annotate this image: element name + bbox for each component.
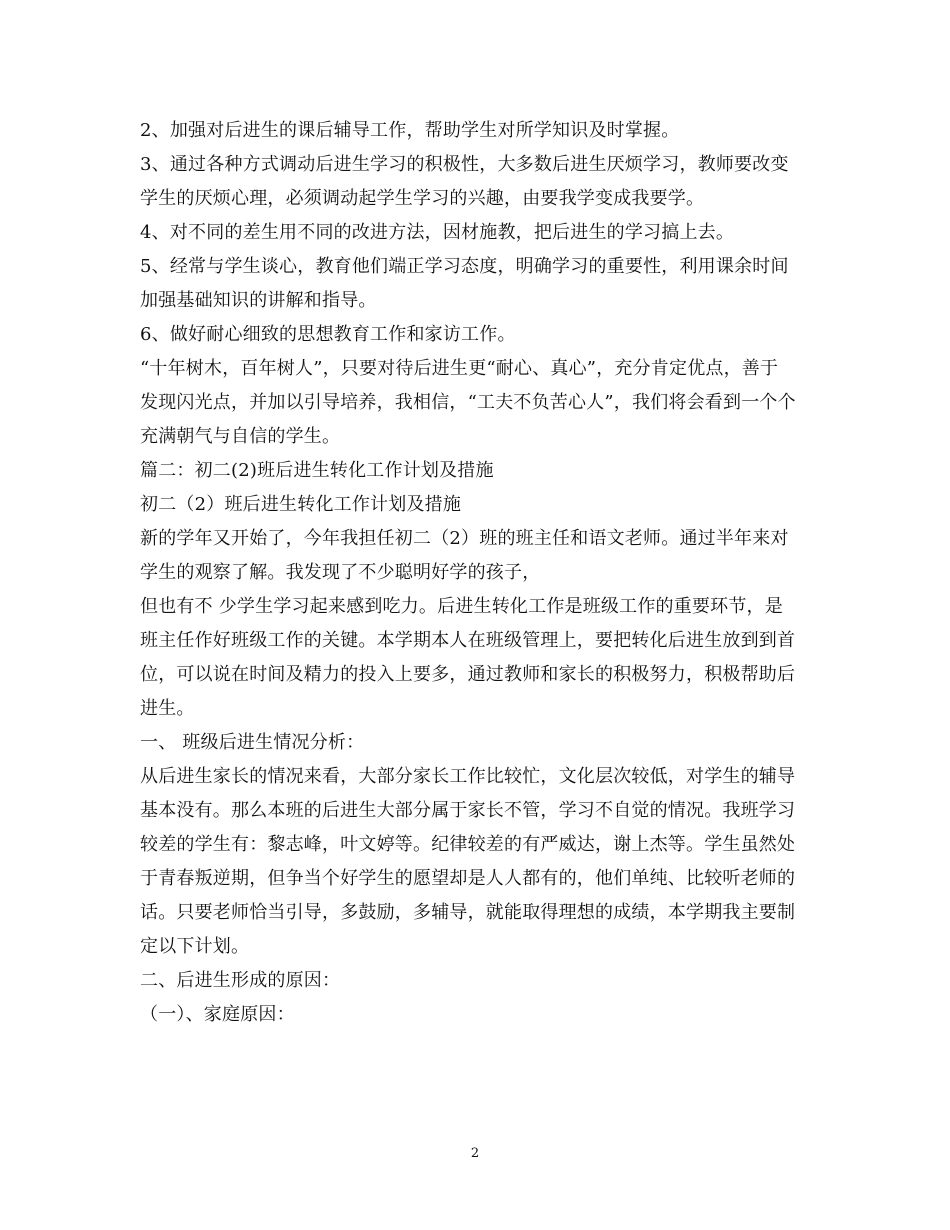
text-line: 于青春叛逆期，但争当个好学生的愿望却是人人都有的，他们单纯、比较听老师的 <box>140 868 796 889</box>
page-number: 2 <box>470 1146 480 1161</box>
text-line: 4、对不同的差生用不同的改进方法，因材施教，把后进生的学习搞上去。 <box>140 222 735 243</box>
text-line: 话。只要老师恰当引导，多鼓励，多辅导，就能取得理想的成绩，本学期我主要制 <box>140 902 796 923</box>
text-line: 班主任作好班级工作的关键。本学期本人在班级管理上，要把转化后进生放到到首 <box>140 630 796 651</box>
text-line: 基本没有。那么本班的后进生大部分属于家长不管，学习不自觉的情况。我班学习 <box>140 800 796 821</box>
document-body <box>140 114 820 1032</box>
text-line: 5、经常与学生谈心，教育他们端正学习态度，明确学习的重要性，利用课余时间 <box>140 256 789 277</box>
text-line: 2、加强对后进生的课后辅导工作，帮助学生对所学知识及时掌握。 <box>140 120 680 141</box>
text-line: 从后进生家长的情况来看，大部分家长工作比较忙，文化层次较低，对学生的辅导 <box>140 766 796 787</box>
text-line: 但也有不 少学生学习起来感到吃力。后进生转化工作是班级工作的重要环节，是 <box>140 596 783 617</box>
text-line: 位，可以说在时间及精力的投入上要多，通过教师和家长的积极努力，积极帮助后 <box>140 664 796 685</box>
subheading: （一）、家庭原因： <box>140 1004 295 1025</box>
text-line: 加强基础知识的讲解和指导。 <box>140 290 377 311</box>
text-line: 充满朝气与自信的学生。 <box>140 426 341 447</box>
section-title: 初二（2）班后进生转化工作计划及措施 <box>140 494 462 515</box>
text-line: 发现闪光点，并加以引导培养，我相信，“工夫不负苦心人”，我们将会看到一个个 <box>140 392 796 413</box>
text-line: 学生的厌烦心理，必须调动起学生学习的兴趣，由要我学变成我要学。 <box>140 188 705 209</box>
subheading: 二、后进生形成的原因： <box>140 970 341 991</box>
text-line: 6、做好耐心细致的思想教育工作和家访工作。 <box>140 324 516 345</box>
text-line: 进生。 <box>140 698 195 719</box>
text-line: 新的学年又开始了，今年我担任初二（2）班的班主任和语文老师。通过半年来对 <box>140 528 789 549</box>
text-line: “十年树木，百年树人”，只要对待后进生更“耐心、真心”，充分肯定优点，善于 <box>140 358 779 379</box>
text-line: 定以下计划。 <box>140 936 250 957</box>
text-line: 学生的观察了解。我发现了不少聪明好学的孩子， <box>140 562 541 583</box>
section-heading: 篇二：初二(2)班后进生转化工作计划及措施 <box>140 460 494 481</box>
subheading: 一、 班级后进生情况分析： <box>140 732 365 753</box>
text-line: 较差的学生有：黎志峰，叶文婷等。纪律较差的有严威达，谢上杰等。学生虽然处 <box>140 834 796 855</box>
text-line: 3、通过各种方式调动后进生学习的积极性，大多数后进生厌烦学习，教师要改变 <box>140 154 789 175</box>
